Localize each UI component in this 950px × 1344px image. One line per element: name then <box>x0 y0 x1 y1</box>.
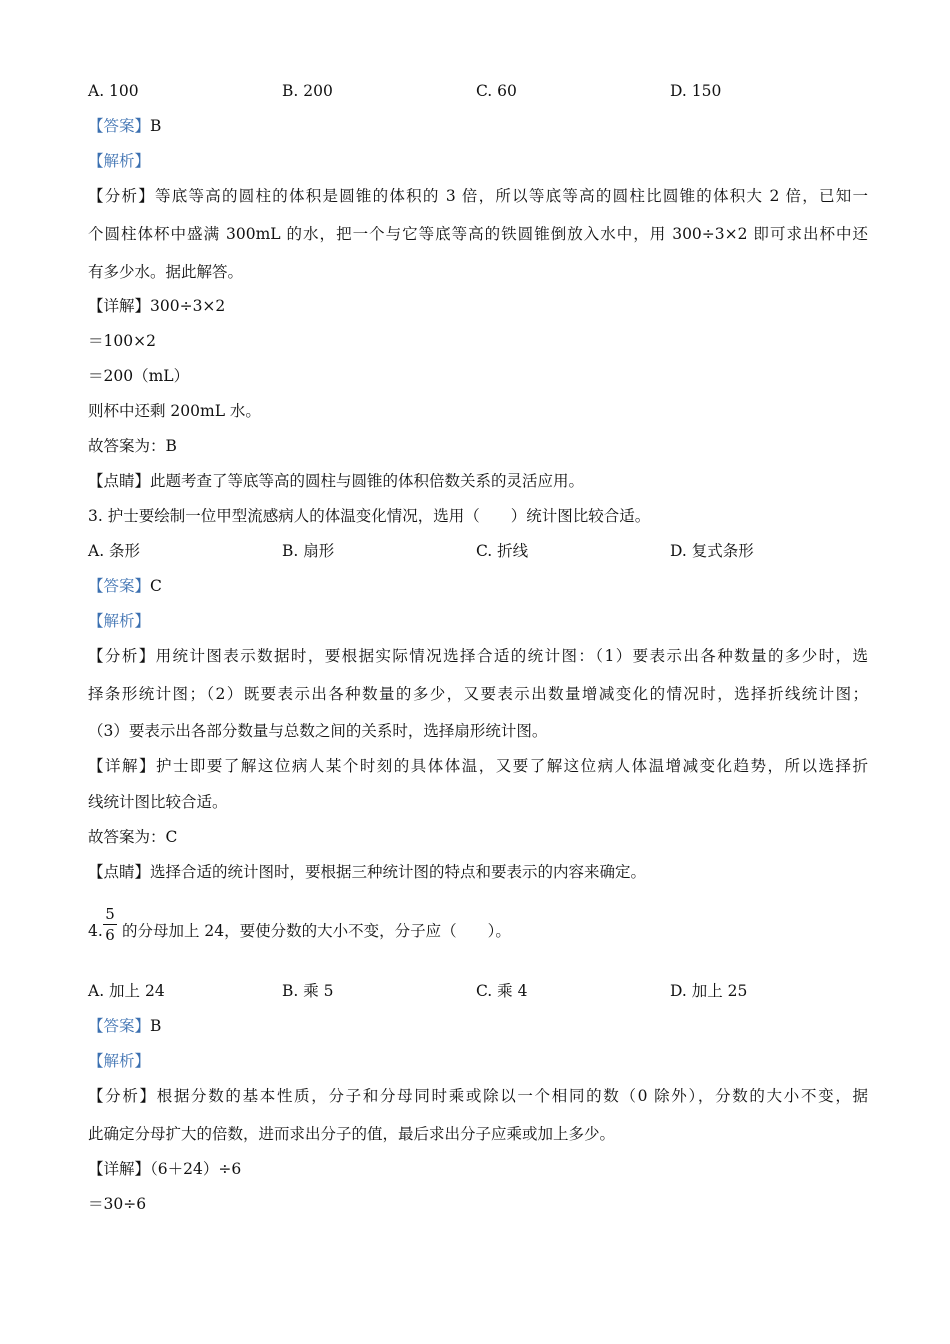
q3-option-d: D. 复式条形 <box>670 542 754 560</box>
q4-fenxi-line-2: 此确定分母扩大的倍数，进而求出分子的值，最后求出分子应乘或加上多少。 <box>88 1125 616 1143</box>
q4-analysis-tag: 【解析】 <box>88 1052 151 1070</box>
q2-option-a: A. 100 <box>88 82 139 100</box>
q3-answer <box>88 576 162 596</box>
answer-tag: 【答案】 <box>88 577 151 595</box>
q4-fenxi-line-1: 【分析】根据分数的基本性质，分子和分母同时乘或除以一个相同的数（0 除外），分数的大小不变，据 <box>88 1087 868 1105</box>
q3-dianjing: 【点睛】选择合适的统计图时，要根据三种统计图的特点和要表示的内容来确定。 <box>88 863 647 881</box>
q4-detail-1: 【详解】（6＋24）÷6 <box>88 1160 242 1178</box>
q2-fenxi-line-1 <box>88 186 868 206</box>
q4-stem: 的分母加上 24，要使分数的大小不变，分子应（ ）。 <box>122 922 511 940</box>
q4-fraction <box>103 905 117 944</box>
q3-fenxi-line-2: 择条形统计图；（2）既要表示出各种数量的多少，又要表示出数量增减变化的情况时，选择折线统计图； <box>88 685 868 703</box>
q3-option-c: C. 折线 <box>476 542 529 560</box>
q2-detail-2: ＝100×2 <box>88 332 156 350</box>
q2-answer <box>88 116 161 136</box>
answer-value: B <box>150 117 162 135</box>
answer-value: B <box>150 1017 162 1035</box>
q2-detail-1: 【详解】300÷3×2 <box>88 297 226 315</box>
q3-option-a: A. 条形 <box>88 542 141 560</box>
q3-fenxi-line-3: （3）要表示出各部分数量与总数之间的关系时，选择扇形统计图。 <box>88 722 548 740</box>
q2-detail-4: 则杯中还剩 200mL 水。 <box>88 402 261 420</box>
q2-analysis-tag: 【解析】 <box>88 152 151 170</box>
q3-option-b: B. 扇形 <box>282 542 335 560</box>
fenxi-tag: 【分析】 <box>88 187 155 205</box>
answer-tag: 【答案】 <box>88 1017 151 1035</box>
q2-fenxi-line-3: 有多少水。据此解答。 <box>88 263 244 281</box>
fraction-numerator: 5 <box>105 905 115 923</box>
q2-dianjing: 【点睛】此题考查了等底等高的圆柱与圆锥的体积倍数关系的灵活应用。 <box>88 472 585 490</box>
q2-detail-3: ＝200（mL） <box>88 367 190 385</box>
answer-value: C <box>150 577 162 595</box>
q3-detail-line-1: 【详解】护士即要了解这位病人某个时刻的具体体温，又要了解这位病人体温增减变化趋势，所以选择折 <box>88 757 868 775</box>
answer-tag: 【答案】 <box>88 117 151 135</box>
q4-detail-2: ＝30÷6 <box>88 1195 147 1213</box>
q2-option-d: D. 150 <box>670 82 722 100</box>
q4-option-a: A. 加上 24 <box>88 982 165 1000</box>
q3-fenxi-line-1: 【分析】用统计图表示数据时，要根据实际情况选择合适的统计图：（1）要表示出各种数量的多少时，选 <box>88 647 868 665</box>
q4-option-b: B. 乘 5 <box>282 982 334 1000</box>
q2-fenxi-line-2: 个圆柱体杯中盛满 300mL 的水，把一个与它等底等高的铁圆锥倒放入水中，用 300÷3×2 即可求出杯中还 <box>88 225 868 243</box>
q2-option-b: B. 200 <box>282 82 333 100</box>
q3-stem: 3. 护士要绘制一位甲型流感病人的体温变化情况，选用（ ）统计图比较合适。 <box>88 507 651 525</box>
q3-detail-line-2: 线统计图比较合适。 <box>88 793 228 811</box>
q3-analysis-tag: 【解析】 <box>88 612 151 630</box>
q4-number: 4. <box>88 922 103 940</box>
q4-option-d: D. 加上 25 <box>670 982 748 1000</box>
q2-final-answer: 故答案为：B <box>88 437 177 455</box>
fraction-denominator: 6 <box>105 926 115 944</box>
q2-option-c: C. 60 <box>476 82 517 100</box>
fraction-bar <box>103 924 117 925</box>
fenxi-text: 等底等高的圆柱的体积是圆锥的体积的 3 倍，所以等底等高的圆柱比圆锥的体积大 2 倍，已知一 <box>154 187 868 205</box>
q4-answer <box>88 1016 161 1036</box>
q3-final-answer: 故答案为：C <box>88 828 178 846</box>
q4-option-c: C. 乘 4 <box>476 982 528 1000</box>
